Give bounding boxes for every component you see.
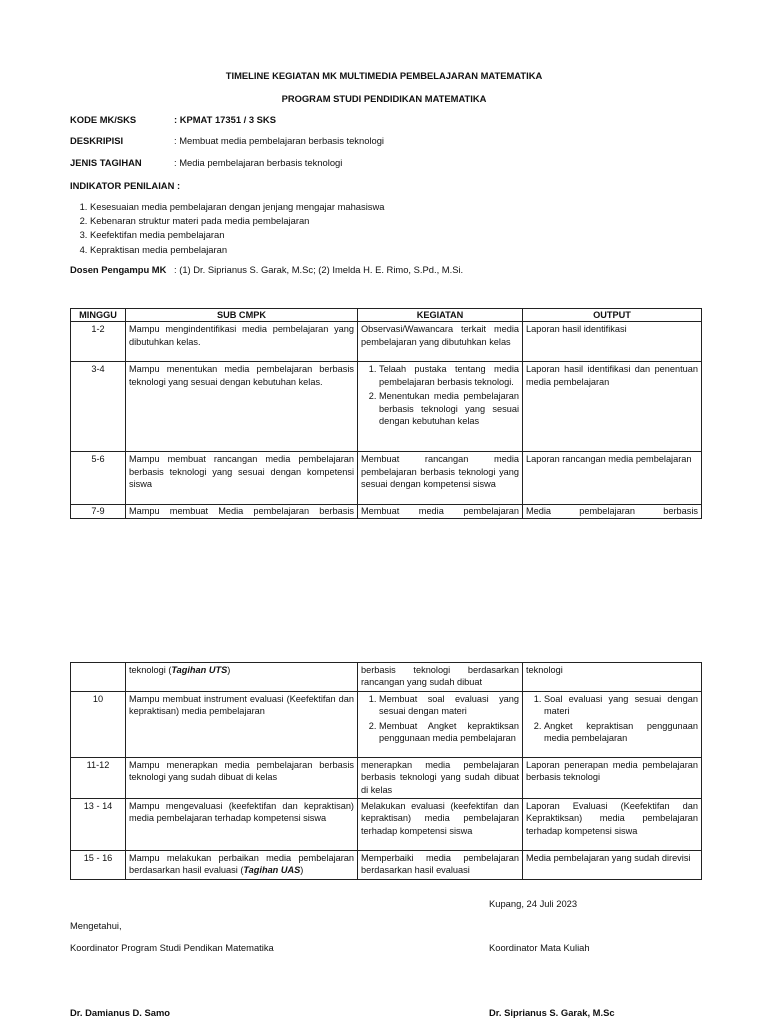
- info-jenis-tagihan: [70, 157, 342, 168]
- cell-output: Laporan hasil identifikasi dan penentuan media pembelajaran: [523, 362, 702, 452]
- kegiatan-item: 1. Telaah pustaka tentang media pembelajaran berbasis teknologi.: [379, 363, 519, 388]
- kegiatan-item: 2. Menentukan media pembelajaran berbasis teknologi yang sesuai dengan kebutuhan kelas: [379, 390, 519, 427]
- kegiatan-item: 2. Membuat Angket kepraktiksan penggunaan media pembelajaran: [379, 720, 519, 745]
- output-item: 1. Soal evaluasi yang sesuai dengan materi: [544, 693, 698, 718]
- info-value: : KPMAT 17351 / 3 SKS: [174, 114, 276, 125]
- table-row-continuation: [71, 663, 702, 692]
- table-header-row: [71, 309, 702, 322]
- cell-sub-cmpk: Mampu membuat rancangan media pembelajaran berbasis teknologi yang sesuai dengan kompetensi siswa: [126, 452, 358, 505]
- cell-output: teknologi: [523, 663, 702, 692]
- cell-output: Media pembelajaran berbasis: [523, 505, 702, 518]
- table-row: [71, 362, 702, 452]
- table-row: [71, 799, 702, 851]
- cell-text: ): [227, 665, 231, 675]
- table-row: [71, 452, 702, 505]
- cell-minggu: [71, 663, 126, 692]
- cell-kegiatan: Observasi/Wawancara terkait media pembelajaran yang dibutuhkan kelas: [358, 322, 523, 362]
- table-row: [71, 322, 702, 362]
- dosen-pengampu: [70, 264, 463, 275]
- cell-minggu: 15 - 16: [71, 851, 126, 880]
- indikator-list: [72, 200, 384, 257]
- output-item: 2. Angket kepraktisan penggunaan media pembelajaran: [544, 720, 698, 745]
- indikator-item: 2. Kebenaran struktur materi pada media pembelajaran: [90, 214, 384, 228]
- left-signatory-name: Dr. Damianus D. Samo: [70, 1007, 171, 1018]
- cell-minggu: 7-9: [71, 505, 126, 518]
- cell-output: Laporan Evaluasi (Keefektifan dan Kepraktiksan) media pembelajaran terhadap kompetensi siswa: [523, 799, 702, 851]
- cell-kegiatan: Melakukan evaluasi (keefektifan dan kepraktisan) media pembelajaran terhadap kompetensi siswa: [358, 799, 523, 851]
- info-deskripsi: [70, 135, 384, 146]
- cell-kegiatan: Membuat media pembelajaran: [358, 505, 523, 518]
- cell-sub-cmpk: Mampu mengevaluasi (keefektifan dan kepraktisan) media pembelajaran terhadap kompetensi siswa: [126, 799, 358, 851]
- cell-kegiatan: Membuat rancangan media pembelajaran berbasis teknologi yang sesuai dengan kompetensi siswa: [358, 452, 523, 505]
- cell-sub-cmpk: Mampu menentukan media pembelajaran berbasis teknologi yang sesuai dengan kebutuhan kelas.: [126, 362, 358, 452]
- right-signatory-role: Koordinator Mata Kuliah: [489, 942, 590, 953]
- output-list: [526, 693, 698, 745]
- indikator-heading: INDIKATOR PENILAIAN :: [70, 180, 181, 191]
- info-value: : Membuat media pembelajaran berbasis teknologi: [174, 135, 385, 146]
- dosen-value: : (1) Dr. Siprianus S. Garak, M.Sc; (2) Imelda H. E. Rimo, S.Pd., M.Si.: [174, 264, 464, 275]
- cell-output: Laporan rancangan media pembelajaran: [523, 452, 702, 505]
- cell-sub-cmpk: [126, 663, 358, 692]
- cell-sub-cmpk: Mampu membuat Media pembelajaran berbasis: [126, 505, 358, 518]
- kegiatan-list: [361, 693, 519, 745]
- cell-minggu: 5-6: [71, 452, 126, 505]
- info-label: JENIS TAGIHAN: [70, 157, 142, 168]
- table-row: [71, 757, 702, 798]
- cell-minggu: 3-4: [71, 362, 126, 452]
- cell-sub-cmpk: [126, 851, 358, 880]
- cell-text: ): [300, 865, 304, 876]
- cell-output: Laporan hasil identifikasi: [523, 322, 702, 362]
- table-row: [71, 505, 702, 518]
- timeline-table-part2: [70, 662, 702, 880]
- right-signatory-name: Dr. Siprianus S. Garak, M.Sc: [489, 1007, 615, 1018]
- table-row: [71, 691, 702, 757]
- cell-output: [523, 691, 702, 757]
- info-kode: [70, 114, 276, 125]
- cell-kegiatan: Memperbaiki media pembelajaran berdasarkan hasil evaluasi: [358, 851, 523, 880]
- indikator-item: 3. Keefektifan media pembelajaran: [90, 228, 384, 242]
- place-date: Kupang, 24 Juli 2023: [489, 898, 578, 909]
- info-label: KODE MK/SKS: [70, 114, 137, 125]
- timeline-table-part1: [70, 308, 702, 519]
- cell-kegiatan: berbasis teknologi berdasarkan rancangan yang sudah dibuat: [358, 663, 523, 692]
- tagihan-uas-label: Tagihan UAS: [243, 865, 301, 876]
- info-label: DESKRIPISI: [70, 135, 124, 146]
- column-header-minggu: MINGGU: [71, 309, 126, 322]
- left-signatory-role: Koordinator Program Studi Pendikan Matematika: [70, 942, 274, 953]
- dosen-label: Dosen Pengampu MK: [70, 264, 167, 275]
- cell-sub-cmpk: Mampu menerapkan media pembelajaran berbasis teknologi yang sudah dibuat di kelas: [126, 757, 358, 798]
- cell-output: Media pembelajaran yang sudah direvisi: [523, 851, 702, 880]
- indikator-item: 4. Kepraktisan media pembelajaran: [90, 243, 384, 257]
- table-row: [71, 851, 702, 880]
- mengetahui-label: Mengetahui,: [70, 920, 122, 931]
- column-header-output: OUTPUT: [523, 309, 702, 322]
- cell-text: teknologi (: [129, 665, 172, 675]
- cell-minggu: 10: [71, 691, 126, 757]
- cell-output: Laporan penerapan media pembelajaran berbasis teknologi: [523, 757, 702, 798]
- info-value: : Media pembelajaran berbasis teknologi: [174, 157, 343, 168]
- cell-sub-cmpk: Mampu mengindentifikasi media pembelajaran yang dibutuhkan kelas.: [126, 322, 358, 362]
- document-title: TIMELINE KEGIATAN MK MULTIMEDIA PEMBELAJARAN MATEMATIKA: [225, 70, 543, 81]
- cell-kegiatan: menerapkan media pembelajaran berbasis teknologi yang sudah dibuat di kelas: [358, 757, 523, 798]
- tagihan-uts-label: Tagihan UTS: [171, 665, 228, 675]
- cell-text: Mampu melakukan perbaikan media pembelajaran berdasarkan hasil evaluasi (: [129, 853, 354, 876]
- column-header-kegiatan: KEGIATAN: [358, 309, 523, 322]
- program-title: PROGRAM STUDI PENDIDIKAN MATEMATIKA: [281, 93, 487, 104]
- cell-kegiatan: [358, 691, 523, 757]
- cell-kegiatan: [358, 362, 523, 452]
- indikator-item: 1. Kesesuaian media pembelajaran dengan jenjang mengajar mahasiswa: [90, 200, 384, 214]
- kegiatan-item: 1. Membuat soal evaluasi yang sesuai dengan materi: [379, 693, 519, 718]
- cell-minggu: 1-2: [71, 322, 126, 362]
- kegiatan-list: [361, 363, 519, 427]
- cell-minggu: 11-12: [71, 757, 126, 798]
- column-header-sub-cmpk: SUB CMPK: [126, 309, 358, 322]
- cell-minggu: 13 - 14: [71, 799, 126, 851]
- cell-sub-cmpk: Mampu membuat instrument evaluasi (Keefektifan dan kepraktisan) media pembelajaran: [126, 691, 358, 757]
